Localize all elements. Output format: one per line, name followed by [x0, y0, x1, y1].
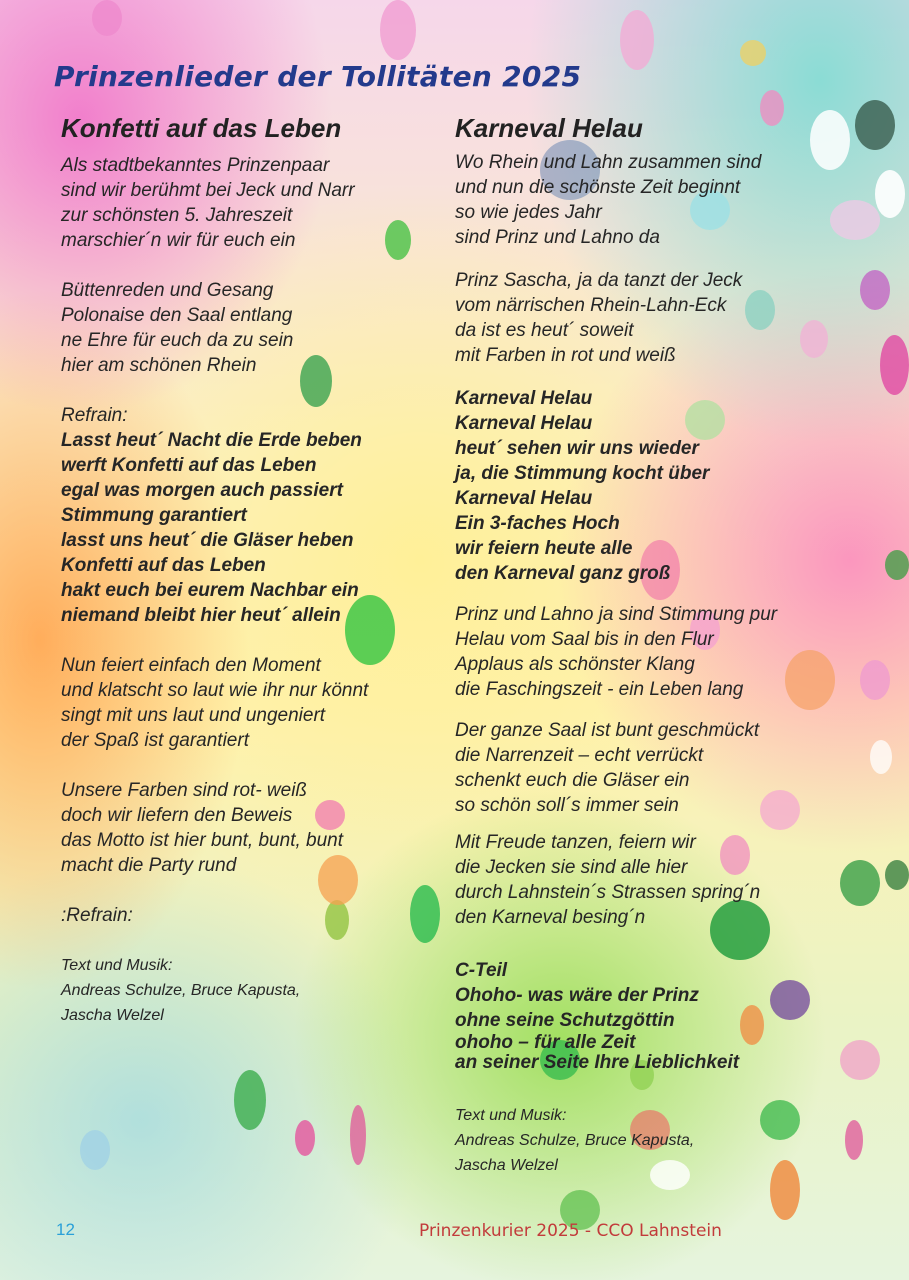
- refrain: [61, 428, 431, 628]
- lyric-line: Stimmung garantiert: [61, 504, 247, 526]
- lyric-line: die Narrenzeit – echt verrückt: [455, 744, 704, 766]
- lyric-line: Helau vom Saal bis in den Flur: [455, 628, 714, 650]
- lyric-line: sind Prinz und Lahno da: [455, 226, 660, 248]
- lyric-line: schenkt euch die Gläser ein: [455, 769, 690, 791]
- verse-3: [61, 653, 431, 753]
- lyric-line: der Spaß ist garantiert: [61, 729, 249, 751]
- lyric-line: egal was morgen auch passiert: [61, 479, 343, 501]
- lyric-line: Ohoho- was wäre der Prinz: [455, 984, 699, 1006]
- lyric-line: Karneval Helau: [455, 412, 593, 434]
- lyric-line: Büttenreden und Gesang: [61, 279, 274, 301]
- lyric-line: lasst uns heut´ die Gläser heben: [61, 529, 354, 551]
- song-right: [455, 114, 875, 1178]
- lyric-line: doch wir liefern den Beweis: [61, 804, 293, 826]
- lyric-line: singt mit uns laut und ungeniert: [61, 704, 326, 726]
- lyric-line: und nun die schönste Zeit beginnt: [455, 176, 741, 198]
- refrain-end-text: :Refrain:: [61, 904, 133, 926]
- credits-line: Andreas Schulze, Bruce Kapusta,: [61, 981, 301, 999]
- lyric-line: so wie jedes Jahr: [455, 201, 602, 223]
- credits-line: Text und Musik:: [61, 956, 173, 974]
- lyric-line: sind wir berühmt bei Jeck und Narr: [61, 179, 355, 201]
- lyric-line: C-Teil: [455, 959, 508, 981]
- credits-line: Text und Musik:: [455, 1106, 567, 1124]
- page-title: Prinzenlieder der Tollitäten 2025: [54, 60, 582, 93]
- lyric-line: wir feiern heute alle: [455, 537, 633, 559]
- chorus: [455, 386, 875, 586]
- lyric-line: marschier´n wir für euch ein: [61, 229, 296, 251]
- lyric-line: werft Konfetti auf das Leben: [61, 454, 317, 476]
- lyric-line: Applaus als schönster Klang: [455, 653, 695, 675]
- lyric-line: Der ganze Saal ist bunt geschmückt: [455, 719, 760, 741]
- lyric-line: da ist es heut´ soweit: [455, 319, 634, 341]
- lyric-line: die Jecken sie sind alle hier: [455, 856, 688, 878]
- c-teil: [455, 958, 875, 1073]
- lyric-line: Nun feiert einfach den Moment: [61, 654, 321, 676]
- credits-line: Jascha Welzel: [455, 1156, 558, 1174]
- refrain-end: [61, 903, 431, 928]
- lyric-line: Polonaise den Saal entlang: [61, 304, 293, 326]
- page-number: 12: [56, 1220, 75, 1239]
- lyric-line: ne Ehre für euch da zu sein: [61, 329, 294, 351]
- credits-left: [61, 953, 431, 1028]
- refrain-label-text: Refrain:: [61, 404, 128, 426]
- verse-4: [61, 778, 431, 878]
- credits-line: Andreas Schulze, Bruce Kapusta,: [455, 1131, 695, 1149]
- lyric-line: hakt euch bei eurem Nachbar ein: [61, 579, 359, 601]
- lyric-line: durch Lahnstein´s Strassen spring´n: [455, 881, 761, 903]
- verse-1: [455, 150, 875, 250]
- song-left: [61, 114, 431, 1028]
- lyric-line: Prinz Sascha, ja da tanzt der Jeck: [455, 269, 743, 291]
- lyric-line: zur schönsten 5. Jahreszeit: [61, 204, 293, 226]
- lyric-line: Lasst heut´ Nacht die Erde beben: [61, 429, 362, 451]
- lyric-line: Mit Freude tanzen, feiern wir: [455, 831, 696, 853]
- lyric-line: Ein 3-faches Hoch: [455, 512, 620, 534]
- lyric-line: und klatscht so laut wie ihr nur könnt: [61, 679, 369, 701]
- lyric-line: den Karneval ganz groß: [455, 562, 671, 584]
- song-title-left: Konfetti auf das Leben: [61, 113, 342, 143]
- lyric-line: den Karneval besing´n: [455, 906, 646, 928]
- lyric-line: macht die Party rund: [61, 854, 237, 876]
- verse-2: [61, 278, 431, 378]
- lyric-line: die Faschingszeit - ein Leben lang: [455, 678, 744, 700]
- lyric-line: mit Farben in rot und weiß: [455, 344, 676, 366]
- lyric-line: Unsere Farben sind rot- weiß: [61, 779, 308, 801]
- lyric-line: ja, die Stimmung kocht über: [455, 462, 710, 484]
- lyric-line: das Motto ist hier bunt, bunt, bunt: [61, 829, 344, 851]
- lyric-line: vom närrischen Rhein-Lahn-Eck: [455, 294, 727, 316]
- verse-5: [455, 830, 875, 930]
- lyric-line: Karneval Helau: [455, 487, 593, 509]
- lyric-line: Als stadtbekanntes Prinzenpaar: [61, 154, 330, 176]
- lyric-line: heut´ sehen wir uns wieder: [455, 437, 699, 459]
- lyric-line: an seiner Seite Ihre Lieblichkeit: [455, 1051, 740, 1073]
- lyric-line: niemand bleibt hier heut´ allein: [61, 604, 341, 626]
- verse-1: [61, 153, 431, 253]
- song-title-right: Karneval Helau: [455, 113, 643, 143]
- verse-3: [455, 602, 875, 702]
- lyric-line: ohoho – für alle Zeit: [455, 1031, 636, 1053]
- credits-line: Jascha Welzel: [61, 1006, 164, 1024]
- lyric-line: Prinz und Lahno ja sind Stimmung pur: [455, 603, 778, 625]
- verse-4: [455, 718, 875, 818]
- credits-right: [455, 1103, 875, 1178]
- lyric-line: Wo Rhein und Lahn zusammen sind: [455, 151, 762, 173]
- lyric-line: Karneval Helau: [455, 387, 593, 409]
- lyric-line: so schön soll´s immer sein: [455, 794, 679, 816]
- lyric-line: ohne seine Schutzgöttin: [455, 1009, 675, 1031]
- refrain-label: [61, 403, 431, 428]
- footer-publication: Prinzenkurier 2025 - CCO Lahnstein: [419, 1221, 722, 1241]
- lyric-line: Konfetti auf das Leben: [61, 554, 266, 576]
- lyric-line: hier am schönen Rhein: [61, 354, 257, 376]
- verse-2: [455, 268, 875, 368]
